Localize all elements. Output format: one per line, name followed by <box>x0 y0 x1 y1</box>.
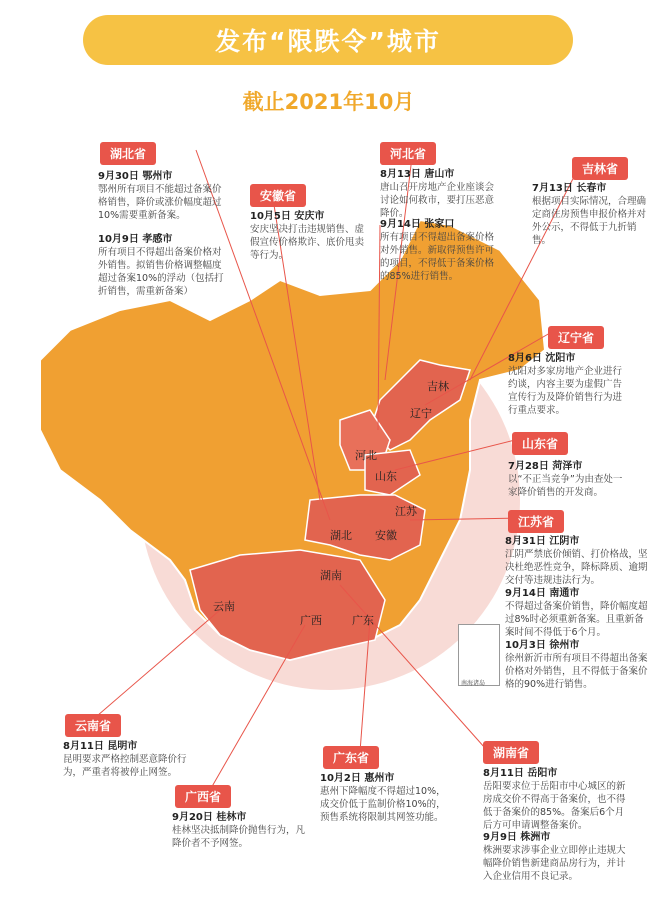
map-label-guangxi: 广西 <box>300 614 322 627</box>
entry-hubei-2 <box>98 233 228 298</box>
entry-jiangsu-2 <box>505 587 650 639</box>
city-heading: 9月20日 桂林市 <box>172 812 247 823</box>
map-label-hunan: 湖南 <box>320 569 342 582</box>
province-tag-hubei: 湖北省 <box>100 142 156 165</box>
entry-guangxi-1 <box>172 811 312 850</box>
province-tag-hebei: 河北省 <box>380 142 436 165</box>
map-label-shandong: 山东 <box>375 470 397 483</box>
province-tag-guangdong: 广东省 <box>323 746 379 769</box>
city-heading: 9月14日 南通市 <box>505 588 580 599</box>
entry-guangdong-1 <box>320 772 450 824</box>
entry-text: 鄂州所有项目不能超过备案价格销售，降价或涨价幅度超过10%需要重新备案。 <box>98 184 222 221</box>
entry-hunan-2 <box>483 831 628 883</box>
city-heading: 10月9日 孝感市 <box>98 234 173 245</box>
city-heading: 9月30日 鄂州市 <box>98 171 173 182</box>
entry-text: 所有项目不得超出备案价格对外销售。新取得预售许可的项目，不得低于备案价格的85%进行销售。 <box>380 232 495 282</box>
entry-hunan-1 <box>483 767 628 832</box>
entry-text: 所有项目不得超出备案价格对外销售。拟销售价格调整幅度超过备案10%的浮动（包括打折销售，需重新备案） <box>98 247 224 297</box>
province-tag-yunnan: 云南省 <box>65 714 121 737</box>
entry-text: 不得超过备案价销售，降价幅度超过8%时必须重新备案。且重新备案时间不得低于6个月。 <box>505 601 648 638</box>
entry-anhui-1 <box>250 210 365 262</box>
city-heading: 9月9日 株洲市 <box>483 832 551 843</box>
entry-hebei-1 <box>380 168 500 220</box>
map-label-hebei: 河北 <box>355 449 377 462</box>
entry-shandong-1 <box>508 460 623 499</box>
city-heading: 8月31日 江阴市 <box>505 536 580 547</box>
entry-text: 唐山召开房地产企业座谈会讨论如何救市，要打压恶意降价。 <box>380 182 495 219</box>
province-tag-shandong: 山东省 <box>512 432 568 455</box>
map-label-anhui: 安徽 <box>375 529 397 542</box>
map-label-hubei: 湖北 <box>330 529 352 542</box>
map-label-guangdong: 广东 <box>352 614 374 627</box>
entry-jilin-1 <box>532 182 647 247</box>
city-heading: 10月5日 安庆市 <box>250 211 325 222</box>
city-heading: 10月2日 惠州市 <box>320 773 395 784</box>
entry-text: 安庆坚决打击违规销售、虚假宣传价格欺诈、底价甩卖等行为。 <box>250 224 365 261</box>
entry-hubei-1 <box>98 170 228 222</box>
map-label-jiangsu: 江苏 <box>395 505 417 518</box>
entry-text: 惠州下降幅度不得超过10%，成交价低于监制价格10%的，预售系统将限制其网签功能。 <box>320 786 446 823</box>
city-heading: 7月28日 菏泽市 <box>508 461 583 472</box>
south-china-sea-inset <box>458 624 500 686</box>
entry-text: 江阴严禁底价倾销、打价格战，坚决杜绝恶性竞争，降标降质、逾期交付等违规违法行为。 <box>505 549 648 586</box>
entry-jiangsu-3 <box>505 639 650 691</box>
entry-jiangsu-1 <box>505 535 650 587</box>
page-subtitle: 截止2021年10月 <box>242 90 415 114</box>
entry-hebei-2 <box>380 218 500 283</box>
entry-text: 以“不正当竞争”为由查处一家降价销售的开发商。 <box>508 474 623 498</box>
province-tag-jilin: 吉林省 <box>572 157 628 180</box>
city-heading: 9月14日 张家口 <box>380 219 455 230</box>
province-tag-liaoning: 辽宁省 <box>548 326 604 349</box>
entry-text: 徐州新沂市所有项目不得超出备案价格对外销售，且不得低于备案价格的90%进行销售。 <box>505 653 648 690</box>
city-heading: 10月3日 徐州市 <box>505 640 580 651</box>
map-label-jilin: 吉林 <box>427 380 449 393</box>
province-tag-hunan: 湖南省 <box>483 741 539 764</box>
province-tag-jiangsu: 江苏省 <box>508 510 564 533</box>
entry-text: 株洲要求涉事企业立即停止违规大幅降价销售新建商品房行为，并计入企业信用不良记录。 <box>483 845 626 882</box>
city-heading: 8月13日 唐山市 <box>380 169 455 180</box>
entry-text: 昆明要求严格控制恶意降价行为，严重者将被停止网签。 <box>63 754 187 778</box>
entry-text: 桂林坚决抵制降价抛售行为，凡降价者不予网签。 <box>172 825 306 849</box>
map-label-liaoning: 辽宁 <box>410 407 432 420</box>
city-heading: 8月6日 沈阳市 <box>508 353 576 364</box>
city-heading: 7月13日 长春市 <box>532 183 607 194</box>
entry-text: 岳阳要求位于岳阳市中心城区的新房成交价不得高于备案价，也不得低于备案价的85%。备案后6个月后方可申请调整备案价。 <box>483 781 626 831</box>
province-tag-guangxi: 广西省 <box>175 785 231 808</box>
province-tag-anhui: 安徽省 <box>250 184 306 207</box>
city-heading: 8月11日 岳阳市 <box>483 768 558 779</box>
city-heading: 8月11日 昆明市 <box>63 741 138 752</box>
page-title: 发布“限跌令”城市 <box>215 27 441 56</box>
entry-text: 沈阳对多家房地产企业进行约谈，内容主要为虚假广告宣传行为及降价销售行为进行重点要求。 <box>508 366 623 416</box>
map-label-yunnan: 云南 <box>213 600 235 613</box>
inset-caption: 南海诸岛 <box>461 680 486 687</box>
entry-text: 根据项目实际情况，合理确定商住房预售申报价格并对外公示，不得低于九折销售。 <box>532 196 647 246</box>
entry-yunnan-1 <box>63 740 193 779</box>
entry-liaoning-1 <box>508 352 623 417</box>
